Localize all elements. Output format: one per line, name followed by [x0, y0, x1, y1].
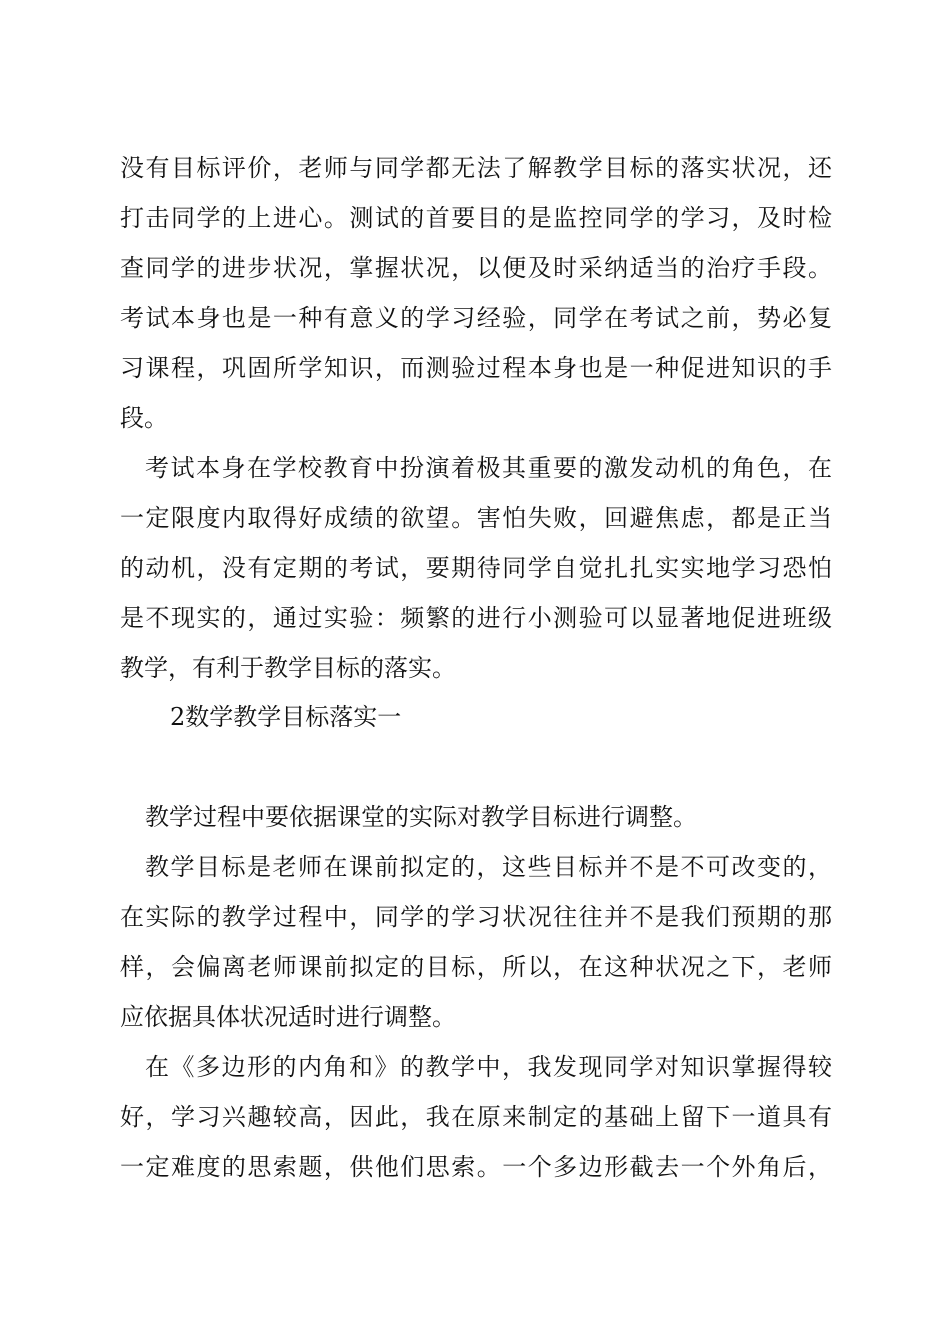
text-line: 一定限度内取得好成绩的欲望。害怕失败，回避焦虑，都是正当: [120, 504, 832, 532]
text-line: 打击同学的上进心。测试的首要目的是监控同学的学习，及时检: [120, 204, 832, 232]
text-line: 在《多边形的内角和》的教学中，我发现同学对知识掌握得较: [145, 1053, 832, 1081]
text-line: 样，会偏离老师课前拟定的目标，所以，在这种状况之下，老师: [120, 953, 832, 981]
text-line: 没有目标评价，老师与同学都无法了解教学目标的落实状况，还: [120, 154, 832, 182]
text-line: 是不现实的，通过实验：频繁的进行小测验可以显著地促进班级: [120, 604, 832, 632]
text-line: 应依据具体状况适时进行调整。: [120, 1003, 456, 1031]
text-line: 的动机，没有定期的考试，要期待同学自觉扎扎实实地学习恐怕: [120, 554, 832, 582]
text-line: 好，学习兴趣较高，因此，我在原来制定的基础上留下一道具有: [120, 1103, 832, 1131]
text-line: 考试本身在学校教育中扮演着极其重要的激发动机的角色，在: [145, 454, 832, 482]
text-line: 教学过程中要依据课堂的实际对教学目标进行调整。: [145, 803, 697, 831]
text-line: 一定难度的思索题，供他们思索。一个多边形截去一个外角后，: [120, 1153, 832, 1181]
text-line: 习课程，巩固所学知识，而测验过程本身也是一种促进知识的手: [120, 354, 832, 382]
text-line: 考试本身也是一种有意义的学习经验，同学在考试之前，势必复: [120, 304, 832, 332]
section-heading: 2数学教学目标落实一: [170, 703, 402, 731]
text-line: 教学目标是老师在课前拟定的，这些目标并不是不可改变的，: [145, 853, 832, 881]
text-line: 查同学的进步状况，掌握状况，以便及时采纳适当的治疗手段。: [120, 254, 832, 282]
text-line: 段。: [120, 404, 168, 432]
text-line: 教学，有利于教学目标的落实。: [120, 654, 456, 682]
text-line: 在实际的教学过程中，同学的学习状况往往并不是我们预期的那: [120, 903, 832, 931]
